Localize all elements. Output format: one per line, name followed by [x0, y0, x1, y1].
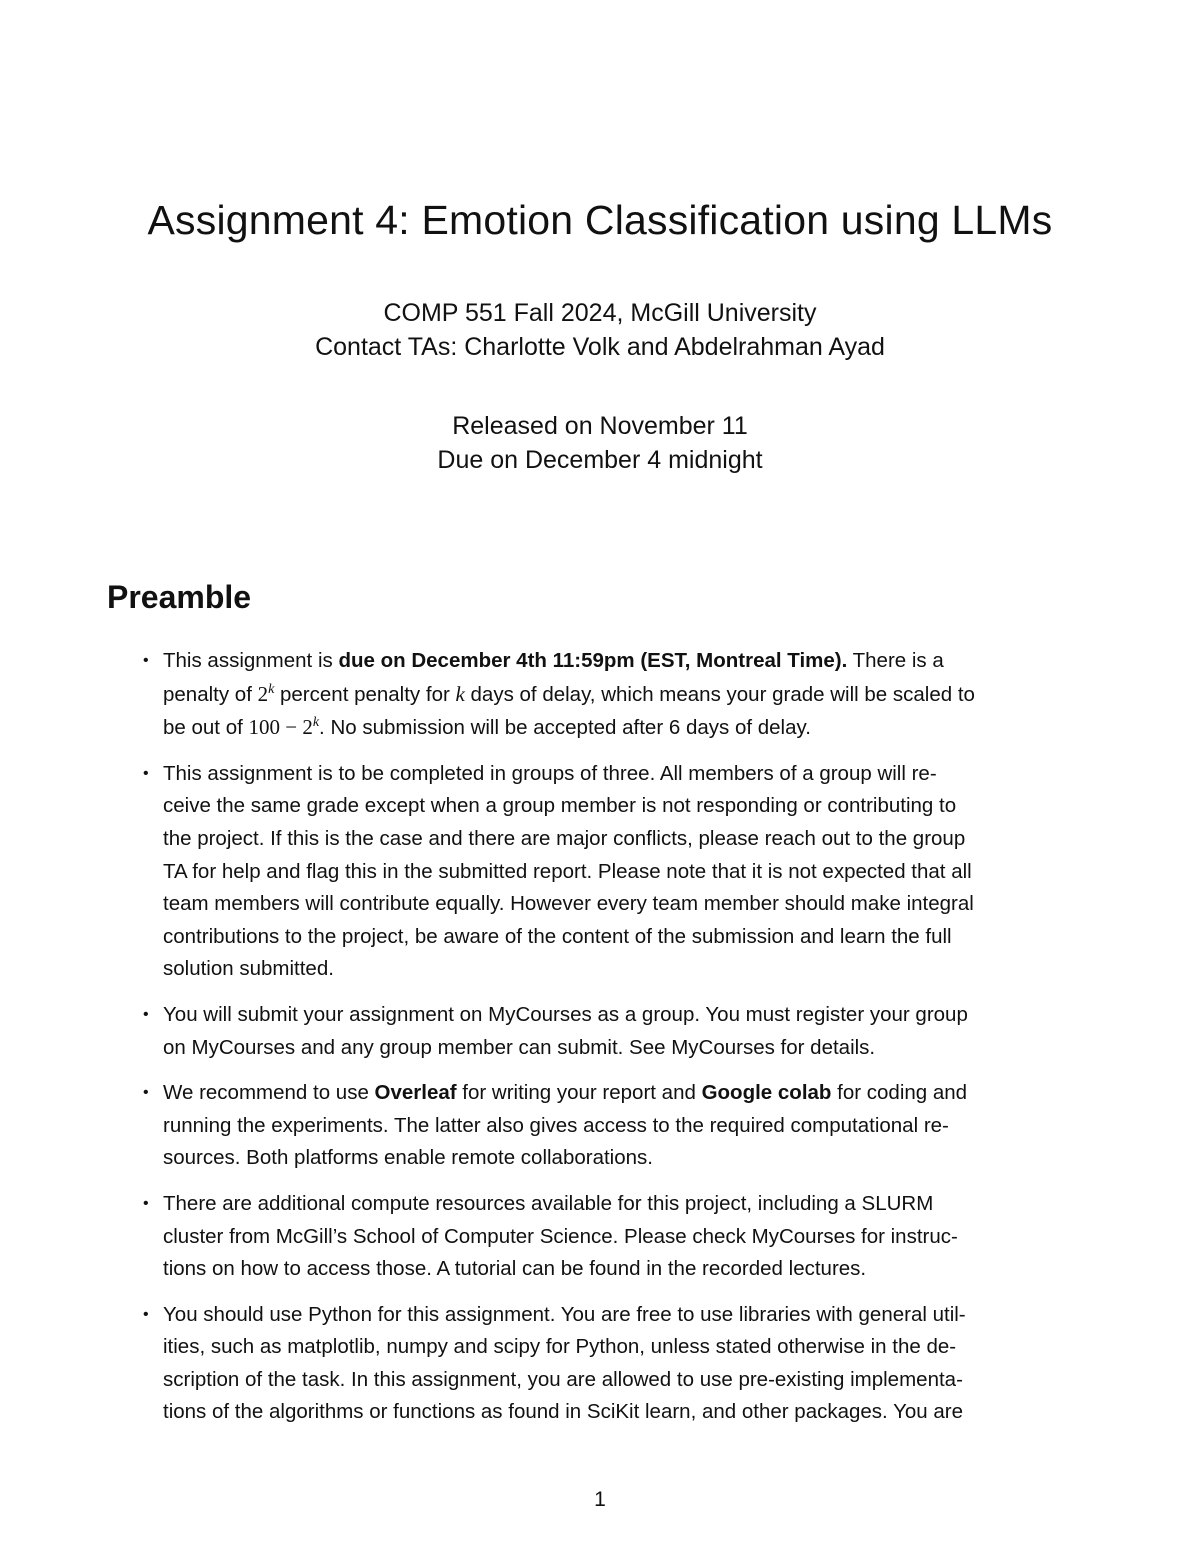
text-line: tions on how to access those. A tutorial can be found in the recorded lectures. — [163, 1257, 867, 1281]
list-item — [0, 1188, 1103, 1286]
due-emphasis: due on December 4th 11:59pm (EST, Montreal Time). — [338, 649, 848, 672]
contact-tas: Contact TAs: Charlotte Volk and Abdelrahman Ayad — [315, 333, 885, 361]
list-item — [0, 645, 1103, 745]
text-line: solution submitted. — [163, 957, 334, 981]
section-heading-preamble: Preamble — [107, 579, 252, 615]
due-date: Due on December 4 midnight — [437, 446, 763, 474]
text-line: contributions to the project, be aware of the content of the submission and learn the full — [163, 924, 952, 948]
text-line: You should use Python for this assignment. You are free to use libraries with general util- — [163, 1302, 966, 1326]
text-line: We recommend to use Overleaf for writing your report and Google colab for coding and — [163, 1081, 968, 1105]
colab-emphasis: Google colab — [701, 1081, 832, 1105]
text-line: running the experiments. The latter also gives access to the required computational re- — [163, 1113, 949, 1137]
text-line: scription of the task. In this assignment, you are allowed to use pre-existing implementa- — [163, 1367, 963, 1391]
bullet-icon: • — [143, 1005, 149, 1023]
bullet-icon: • — [143, 652, 149, 669]
preamble-list — [0, 645, 1200, 1442]
bullet-icon: • — [143, 1084, 149, 1102]
list-item — [0, 999, 1103, 1064]
course-name: COMP 551 Fall 2024, McGill University — [383, 299, 817, 327]
text-line: This assignment is to be completed in groups of three. All members of a group will re- — [163, 761, 937, 785]
text-line: There are additional compute resources available for this project, including a SLURM — [163, 1191, 934, 1215]
text-line: the project. If this is the case and there are major conflicts, please reach out to the group — [163, 826, 966, 850]
math-expression: 2$^k$ — [257, 681, 275, 706]
document-title: Assignment 4: Emotion Classification using LLMs — [147, 197, 1053, 243]
list-item — [0, 1077, 1103, 1175]
text-line: team members will contribute equally. However every team member should make integral — [163, 892, 974, 916]
text-line: You will submit your assignment on MyCourses as a group. You must register your group — [163, 1002, 968, 1026]
dates-info — [0, 409, 1200, 477]
list-item — [0, 1299, 1103, 1429]
text-line: ities, such as matplotlib, numpy and scipy for Python, unless stated otherwise in the de- — [163, 1335, 957, 1359]
text-line: on MyCourses and any group member can submit. See MyCourses for details. — [163, 1035, 876, 1059]
course-info — [0, 296, 1200, 364]
text-line: penalty of 2$^k$ percent penalty for k days of delay, which means your grade will be scaled to — [163, 681, 975, 706]
text-line: tions of the algorithms or functions as found in SciKit learn, and other packages. You are — [163, 1400, 963, 1424]
text-line: TA for help and flag this in the submitted report. Please note that it is not expected that all — [163, 859, 972, 883]
math-variable: k — [455, 681, 465, 706]
bullet-icon: • — [143, 1194, 149, 1212]
math-expression: $100 - 2^k$ — [248, 715, 320, 740]
bullet-icon: • — [143, 1305, 149, 1323]
bullet-icon: • — [143, 764, 149, 782]
overleaf-emphasis: Overleaf — [374, 1081, 457, 1105]
text-line: sources. Both platforms enable remote collaborations. — [163, 1146, 653, 1170]
page-number: 1 — [594, 1488, 606, 1511]
text-line: This assignment is due on December 4th 11:59pm (EST, Montreal Time). There is a — [163, 649, 944, 672]
text-line: ceive the same grade except when a group member is not responding or contributing to — [163, 794, 957, 818]
text-line: be out of $100 - 2^k$. No submission will be accepted after 6 days of delay. — [163, 715, 811, 740]
text-line: cluster from McGill’s School of Computer Science. Please check MyCourses for instruc- — [163, 1224, 958, 1248]
list-item — [0, 758, 1103, 986]
release-date: Released on November 11 — [452, 412, 748, 440]
